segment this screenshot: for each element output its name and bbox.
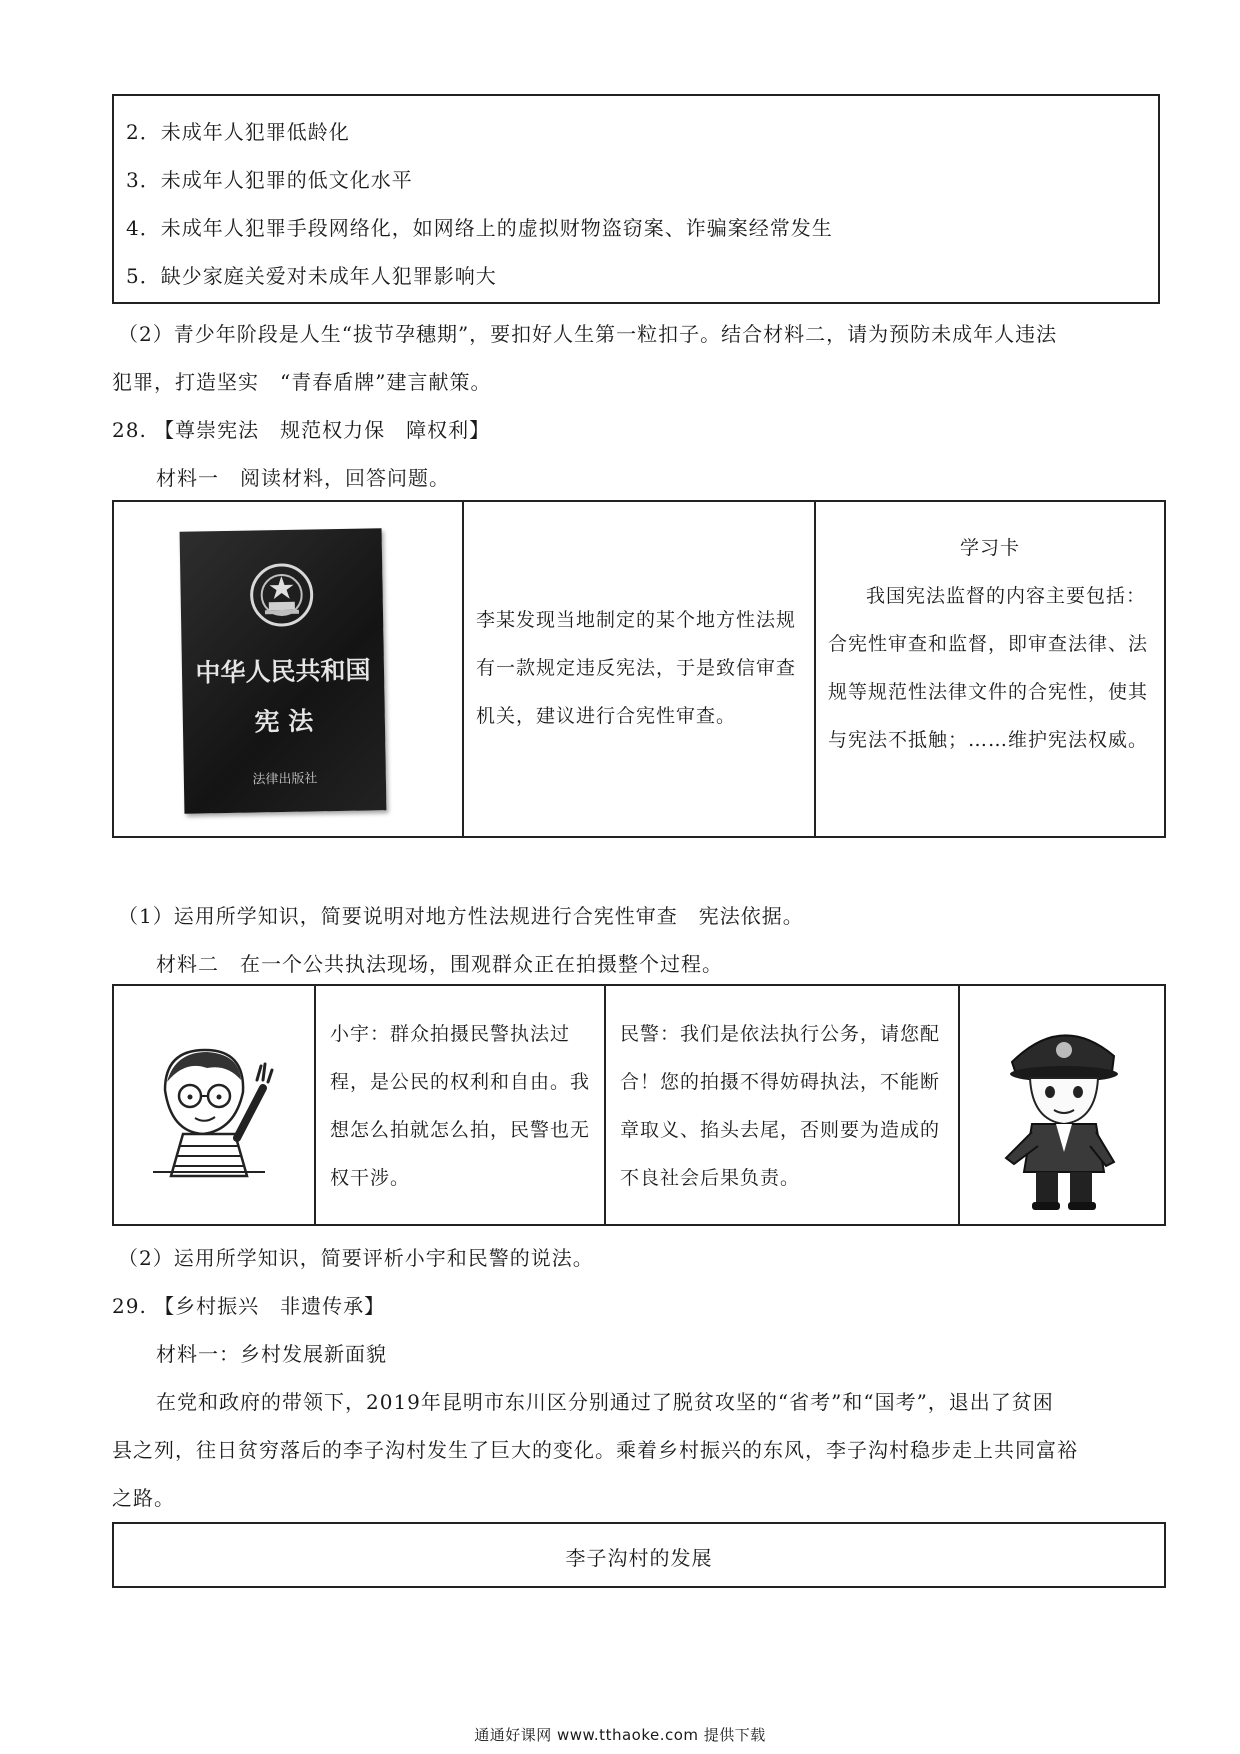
question-28-1: （1）运用所学知识，简要说明对地方性法规进行合宪性审查 宪法依据。: [118, 904, 804, 928]
q29-material-1-label: 材料一：乡村发展新面貌: [156, 1342, 387, 1366]
material-1-label: 材料一 阅读材料，回答问题。: [156, 466, 450, 490]
list-item: 2．未成年人犯罪低龄化: [126, 120, 350, 144]
police-statement: 民警：我们是依法执行公务，请您配合！您的拍摄不得妨碍执法，不能断章取义、掐头去尾，否则要为造成的不良社会后果负责。: [620, 1023, 941, 1189]
list-item: 4．未成年人犯罪手段网络化，如网络上的虚拟财物盗窃案、诈骗案经常发生: [126, 216, 833, 240]
footer-watermark: 通通好课网 www.tthaoke.com 提供下载: [474, 1726, 766, 1744]
question-27-2-line2: 犯罪，打造坚实 “青春盾牌”建言献策。: [112, 370, 492, 394]
question-29-title: 29. 【乡村振兴 非遗传承】: [112, 1294, 386, 1318]
q29-paragraph-line1: 在党和政府的带领下，2019年昆明市东川区分别通过了脱贫攻坚的“省考”和“国考”，退出了贫困: [156, 1390, 1054, 1414]
material-2-label: 材料二 在一个公共执法现场，围观群众正在拍摄整个过程。: [156, 952, 723, 976]
question-28-title: 28. 【尊崇宪法 规范权力保 障权利】: [112, 418, 491, 442]
question-27-2-line1: （2）青少年阶段是人生“拔节孕穗期”，要扣好人生第一粒扣子。结合材料二，请为预防未成年人违法: [118, 322, 1058, 346]
village-development-title: 李子沟村的发展: [565, 1546, 713, 1570]
study-card-body: 我国宪法监督的内容主要包括：合宪性审查和监督，即审查法律、法规等规范性法律文件的合宪性，使其与宪法不抵触；……维护宪法权威。: [828, 585, 1149, 751]
book-title-line2: 宪 法: [254, 706, 314, 737]
national-emblem-icon: [246, 559, 317, 630]
study-card-title: 学习卡: [959, 537, 1020, 559]
question-28-2: （2）运用所学知识，简要评析小宇和民警的说法。: [118, 1246, 594, 1270]
list-item: 5．缺少家庭关爱对未成年人犯罪影响大: [126, 264, 497, 288]
q29-paragraph-line2: 县之列，往日贫穷落后的李子沟村发生了巨大的变化。乘着乡村振兴的东风，李子沟村稳步走上共同富裕: [112, 1438, 1078, 1462]
book-title-line1: 中华人民共和国: [195, 655, 371, 688]
xiaoyu-statement: 小宇：群众拍摄民警执法过程，是公民的权利和自由。我想怎么拍就怎么拍，民警也无权干涉。: [330, 1023, 591, 1189]
case-description: 李某发现当地制定的某个地方性法规有一款规定违反宪法，于是致信审查机关，建议进行合宪性审查。: [476, 609, 797, 727]
xiaoyu-cartoon-image: [135, 1030, 285, 1180]
book-publisher: 法律出版社: [252, 771, 318, 788]
police-officer-cartoon-image: [992, 1012, 1132, 1212]
list-item: 3．未成年人犯罪的低文化水平: [126, 168, 413, 192]
table-divider: [814, 500, 816, 838]
table-divider: [314, 984, 316, 1226]
table-divider: [462, 500, 464, 838]
table-divider: [958, 984, 960, 1226]
table-divider: [604, 984, 606, 1226]
q29-paragraph-line3: 之路。: [112, 1486, 175, 1510]
constitution-book-image: [180, 528, 387, 813]
